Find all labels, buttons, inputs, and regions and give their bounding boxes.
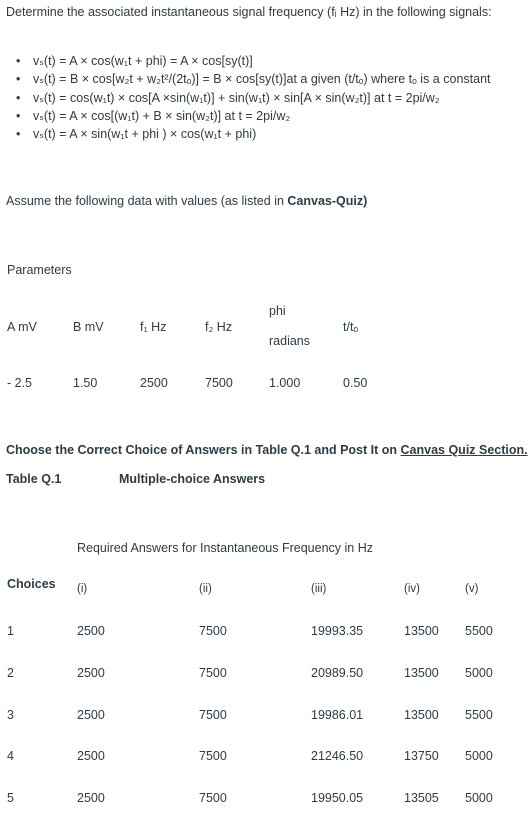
answer-cell-iii: 20989.50 <box>311 666 364 680</box>
answer-cell-iv: 13500 <box>404 624 439 638</box>
instruction-text <box>6 443 528 457</box>
parameters-title: Parameters <box>7 263 72 277</box>
instruction-suffix: Section. <box>479 443 528 457</box>
answer-cell-i: 2500 <box>77 708 105 722</box>
answer-cell-v: 5500 <box>465 708 493 722</box>
question-text: Determine the associated instantaneous signal frequency (fᵢ Hz) in the following signals: <box>6 5 492 19</box>
answer-cell-v: 5000 <box>465 791 493 805</box>
answer-cell-v: 5000 <box>465 666 493 680</box>
answer-cell-i: 2500 <box>77 666 105 680</box>
param-header-radians: radians <box>269 334 310 348</box>
answer-cell-i: 2500 <box>77 791 105 805</box>
param-value-f1: 2500 <box>140 376 168 390</box>
column-header-iv: (iv) <box>404 583 420 595</box>
answer-cell-ii: 7500 <box>199 749 227 763</box>
instruction-prefix: Choose the Correct Choice of Answers in Table Q.1 and Post It on <box>6 443 401 457</box>
param-header-t-ratio: t/tₒ <box>343 320 359 334</box>
signal-item: • vₛ(t) = A × cos(w₁t + phi) = A × cos[sy(t)] <box>16 52 491 70</box>
column-header-v: (v) <box>465 583 479 595</box>
required-answers-heading: Required Answers for Instantaneous Frequency in Hz <box>77 541 373 555</box>
canvas-quiz-link[interactable]: Canvas Quiz <box>400 443 480 457</box>
column-header-ii: (ii) <box>199 583 212 595</box>
param-header-f1: f₁ Hz <box>140 320 167 334</box>
param-header-a: A mV <box>7 320 37 334</box>
answer-cell-v: 5000 <box>465 749 493 763</box>
table-subtitle: Multiple-choice Answers <box>119 472 266 486</box>
answer-cell-ii: 7500 <box>199 791 227 805</box>
param-value-f2: 7500 <box>205 376 233 390</box>
answer-cell-iii: 19950.05 <box>311 791 364 805</box>
answer-cell-i: 2500 <box>77 624 105 638</box>
choice-number: 4 <box>7 749 14 763</box>
answer-cell-iv: 13750 <box>404 749 439 763</box>
answer-cell-v: 5500 <box>465 624 493 638</box>
choice-number: 2 <box>7 666 14 680</box>
param-value-b: 1.50 <box>73 376 98 390</box>
table-caption: Table Q.1 <box>6 472 62 486</box>
assume-text-bold: Canvas-Quiz) <box>287 194 368 208</box>
param-value-t-ratio: 0.50 <box>343 376 368 390</box>
answer-cell-iii: 19986.01 <box>311 708 364 722</box>
choice-number: 3 <box>7 708 14 722</box>
signal-item: • vₛ(t) = A × cos[(w₁t) + B × sin(w₂t)] at t = 2pi/w₂ <box>16 107 491 125</box>
param-header-f2: f₂ Hz <box>205 320 233 334</box>
signal-item: • vₛ(t) = B × cos[w₂t + w₂t²/(2tₒ)] = B × cos[sy(t)]at a given (t/tₒ) where tₒ is a constant <box>16 70 491 88</box>
choice-number: 5 <box>7 791 14 805</box>
column-header-iii: (iii) <box>311 583 327 595</box>
param-header-b: B mV <box>73 320 104 334</box>
answer-cell-iii: 19993.35 <box>311 624 364 638</box>
signal-item: • vₛ(t) = cos(w₁t) × cos[A ×sin(w₁t)] + sin(w₁t) × sin[A × sin(w₂t)] at t = 2pi/w₂ <box>16 89 491 107</box>
answer-cell-iv: 13505 <box>404 791 439 805</box>
param-value-phi: 1.000 <box>269 376 301 390</box>
answer-cell-iii: 21246.50 <box>311 749 364 763</box>
answer-cell-ii: 7500 <box>199 708 227 722</box>
choices-header: Choices <box>7 577 56 591</box>
answer-cell-i: 2500 <box>77 749 105 763</box>
choice-number: 1 <box>7 624 14 638</box>
answer-cell-iv: 13500 <box>404 708 439 722</box>
param-header-phi: phi <box>269 304 286 318</box>
param-value-a: - 2.5 <box>7 376 33 390</box>
assume-text-plain: Assume the following data with values (as listed in <box>6 194 288 208</box>
signal-item: • vₛ(t) = A × sin(w₁t + phi ) × cos(w₁t + phi) <box>16 125 491 143</box>
answer-cell-ii: 7500 <box>199 666 227 680</box>
assume-text <box>6 194 367 208</box>
answer-cell-iv: 13500 <box>404 666 439 680</box>
signal-list <box>16 52 491 143</box>
answer-cell-ii: 7500 <box>199 624 227 638</box>
column-header-i: (i) <box>77 583 88 595</box>
